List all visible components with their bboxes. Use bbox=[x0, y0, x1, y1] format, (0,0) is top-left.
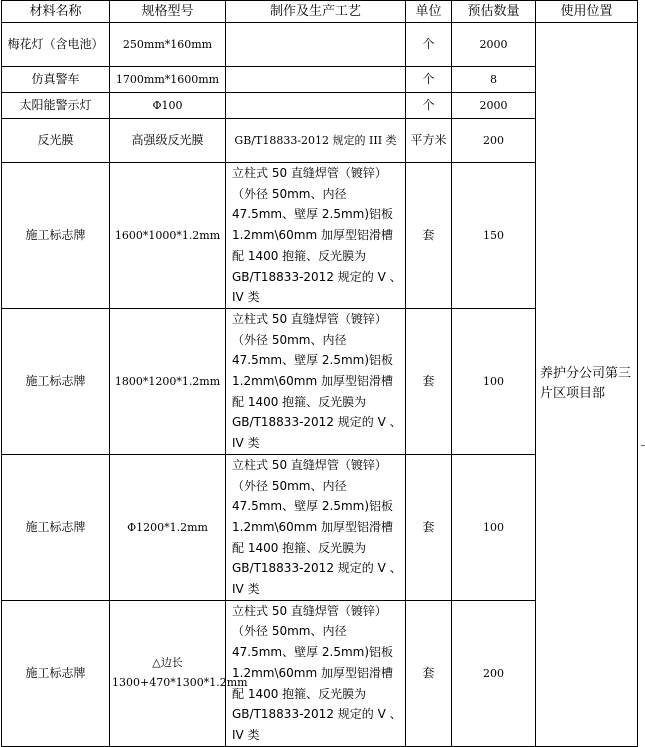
cell-process bbox=[226, 23, 406, 67]
cell-process: 立柱式 50 直缝焊管（镀锌）（外径 50mm、内径 47.5mm、壁厚 2.5mm)铝板 1.2mm\60mm 加厚型铝滑槽 配 1400 抱箍、反光膜为 GB/T18833-2012 规定的 V 、IV 类 bbox=[226, 308, 406, 454]
cell-material-name: 施工标志牌 bbox=[2, 600, 110, 746]
cell-unit: 套 bbox=[406, 600, 452, 746]
edge-tick bbox=[641, 445, 645, 446]
cell-unit: 平方米 bbox=[406, 119, 452, 163]
cell-spec: 1800*1200*1.2mm bbox=[110, 308, 226, 454]
header-location: 使用位置 bbox=[536, 1, 638, 23]
cell-material-name: 施工标志牌 bbox=[2, 454, 110, 600]
cell-material-name: 施工标志牌 bbox=[2, 163, 110, 309]
header-spec: 规格型号 bbox=[110, 1, 226, 23]
cell-quantity: 200 bbox=[452, 600, 536, 746]
cell-unit: 个 bbox=[406, 23, 452, 67]
cell-spec: 250mm*160mm bbox=[110, 23, 226, 67]
cell-spec: Φ100 bbox=[110, 93, 226, 119]
cell-material-name: 仿真警车 bbox=[2, 67, 110, 93]
cell-spec: 高强级反光膜 bbox=[110, 119, 226, 163]
cell-material-name: 施工标志牌 bbox=[2, 308, 110, 454]
materials-table bbox=[1, 0, 638, 747]
cell-quantity: 2000 bbox=[452, 93, 536, 119]
header-material-name: 材料名称 bbox=[2, 1, 110, 23]
header-quantity: 预估数量 bbox=[452, 1, 536, 23]
cell-unit: 个 bbox=[406, 93, 452, 119]
header-row bbox=[2, 1, 638, 23]
cell-material-name: 太阳能警示灯 bbox=[2, 93, 110, 119]
cell-process: 立柱式 50 直缝焊管（镀锌）（外径 50mm、内径 47.5mm、壁厚 2.5mm)铝板 1.2mm\60mm 加厚型铝滑槽 配 1400 抱箍、反光膜为 GB/T18833-2012 规定的 V 、IV 类 bbox=[226, 163, 406, 309]
cell-spec: Φ1200*1.2mm bbox=[110, 454, 226, 600]
cell-quantity: 150 bbox=[452, 163, 536, 309]
header-unit: 单位 bbox=[406, 1, 452, 23]
cell-process bbox=[226, 93, 406, 119]
cell-process: 立柱式 50 直缝焊管（镀锌）（外径 50mm、内径 47.5mm、壁厚 2.5mm)铝板 1.2mm\60mm 加厚型铝滑槽 配 1400 抱箍、反光膜为 GB/T18833-2012 规定的 V 、IV 类 bbox=[226, 454, 406, 600]
cell-spec: △边长 1300+470*1300*1.2mm bbox=[110, 600, 226, 746]
cell-process: GB/T18833-2012 规定的 III 类 bbox=[226, 119, 406, 163]
cell-process: 立柱式 50 直缝焊管（镀锌）（外径 50mm、内径 47.5mm、壁厚 2.5mm)铝板 1.2mm\60mm 加厚型铝滑槽 配 1400 抱箍、反光膜为 GB/T18833-2012 规定的 V 、IV 类 bbox=[226, 600, 406, 746]
cell-quantity: 200 bbox=[452, 119, 536, 163]
cell-quantity: 100 bbox=[452, 454, 536, 600]
header-process: 制作及生产工艺 bbox=[226, 1, 406, 23]
cell-unit: 套 bbox=[406, 454, 452, 600]
cell-unit: 套 bbox=[406, 308, 452, 454]
cell-spec: 1700mm*1600mm bbox=[110, 67, 226, 93]
cell-material-name: 梅花灯（含电池） bbox=[2, 23, 110, 67]
table-row bbox=[2, 23, 638, 67]
cell-unit: 套 bbox=[406, 163, 452, 309]
cell-material-name: 反光膜 bbox=[2, 119, 110, 163]
cell-quantity: 100 bbox=[452, 308, 536, 454]
cell-location: 养护分公司第三片区项目部 bbox=[536, 23, 638, 747]
cell-quantity: 2000 bbox=[452, 23, 536, 67]
cell-quantity: 8 bbox=[452, 67, 536, 93]
cell-unit: 个 bbox=[406, 67, 452, 93]
cell-spec: 1600*1000*1.2mm bbox=[110, 163, 226, 309]
cell-process bbox=[226, 67, 406, 93]
